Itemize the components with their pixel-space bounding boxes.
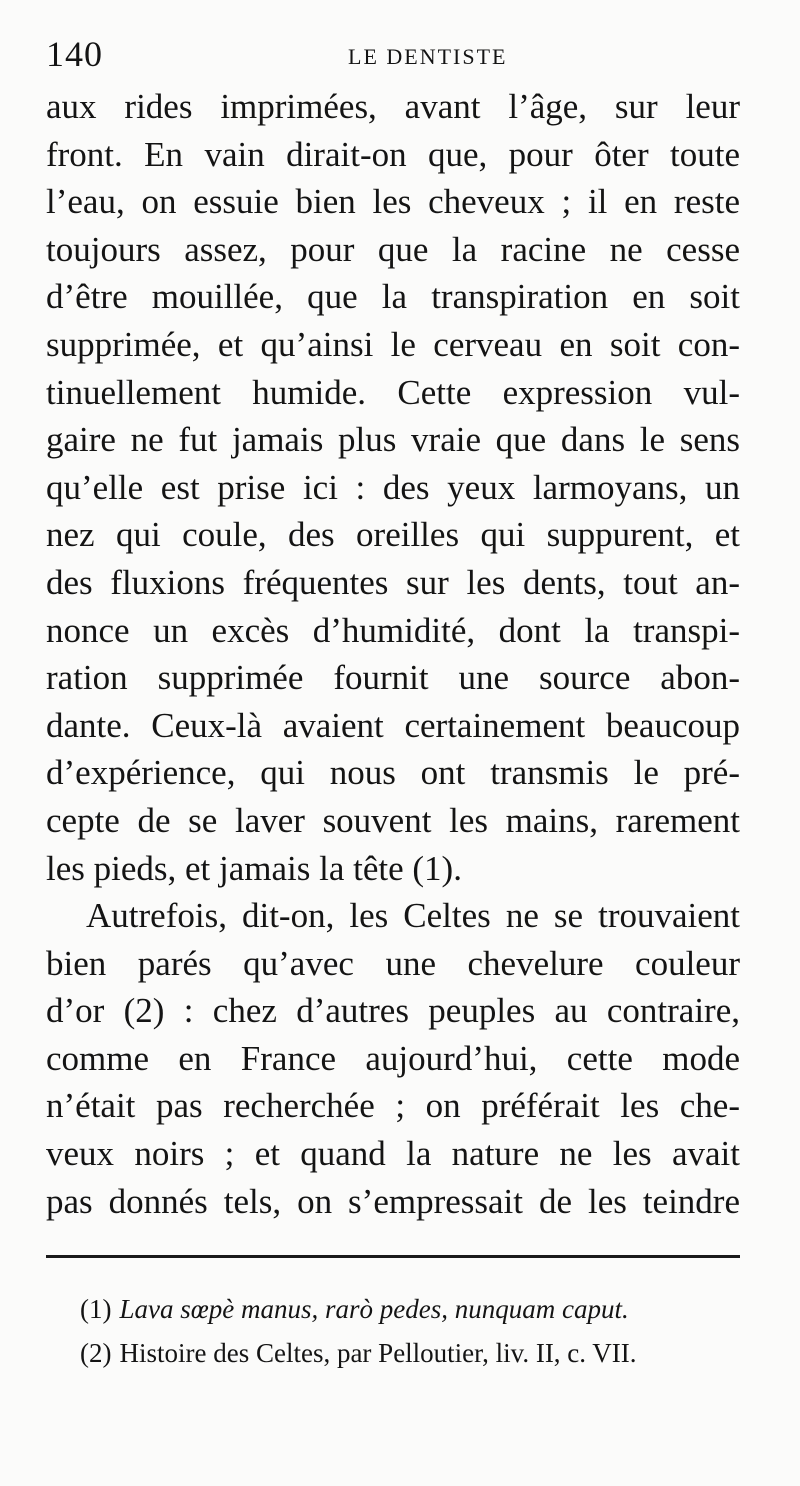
text-line: cepte de se laver souvent les mains, rarement xyxy=(46,800,740,840)
text-line: supprimée, et qu’ainsi le cerveau en soit con- xyxy=(46,324,740,364)
footnote-rule xyxy=(46,1255,740,1258)
text-line: tinuellement humide. Cette expression vul- xyxy=(46,372,740,412)
footnotes xyxy=(80,1287,740,1375)
text-line: toujours assez, pour que la racine ne cesse xyxy=(46,229,740,269)
text-line: l’eau, on essuie bien les cheveux ; il en reste xyxy=(46,182,740,222)
body-text xyxy=(46,83,740,1225)
text-line: front. En vain dirait-on que, pour ôter toute xyxy=(46,134,740,174)
footnote-text: Lava sœpè manus, rarò pedes, nunquam caput. xyxy=(119,1294,629,1324)
text-line: comme en France aujourd’hui, cette mode xyxy=(46,1038,740,1078)
text-line: n’était pas recherchée ; on préférait les che- xyxy=(46,1086,740,1126)
paragraph-end-line: les pieds, et jamais la tête (1). xyxy=(46,848,462,888)
text-line: gaire ne fut jamais plus vraie que dans le sens xyxy=(46,420,740,460)
text-line: des fluxions fréquentes sur les dents, tout an- xyxy=(46,562,740,602)
text-line: qu’elle est prise ici : des yeux larmoyans, un xyxy=(46,467,740,507)
text-line: veux noirs ; et quand la nature ne les avait xyxy=(46,1134,740,1174)
text-line: d’or (2) : chez d’autres peuples au contraire, xyxy=(46,991,740,1031)
text-line: nonce un excès d’humidité, dont la transpi- xyxy=(46,610,740,650)
paragraph-start-line: Autrefois, dit-on, les Celtes ne se trouvaient xyxy=(86,896,740,936)
text-line: d’expérience, qui nous ont transmis le pré- xyxy=(46,753,740,793)
footnote-2 xyxy=(80,1331,740,1375)
footnote-number: (1) xyxy=(80,1294,112,1324)
running-head: LE DENTISTE xyxy=(348,44,508,69)
text-line: bien parés qu’avec une chevelure couleur xyxy=(46,943,740,983)
text-line: d’être mouillée, que la transpiration en soit xyxy=(46,277,740,317)
text-line: dante. Ceux-là avaient certainement beaucoup xyxy=(46,705,740,745)
footnote-text: Histoire des Celtes, par Pelloutier, liv. II, c. VII. xyxy=(119,1338,637,1368)
page-header xyxy=(46,34,740,74)
text-line: ration supprimée fournit une source abon- xyxy=(46,658,740,698)
footnote-1 xyxy=(80,1287,740,1331)
footnote-number: (2) xyxy=(80,1338,112,1368)
text-line: pas donnés tels, on s’empressait de les teindre xyxy=(46,1181,740,1221)
page-number: 140 xyxy=(46,34,103,74)
text-line: aux rides imprimées, avant l’âge, sur leur xyxy=(46,87,740,126)
text-line: nez qui coule, des oreilles qui suppurent, et xyxy=(46,515,740,555)
